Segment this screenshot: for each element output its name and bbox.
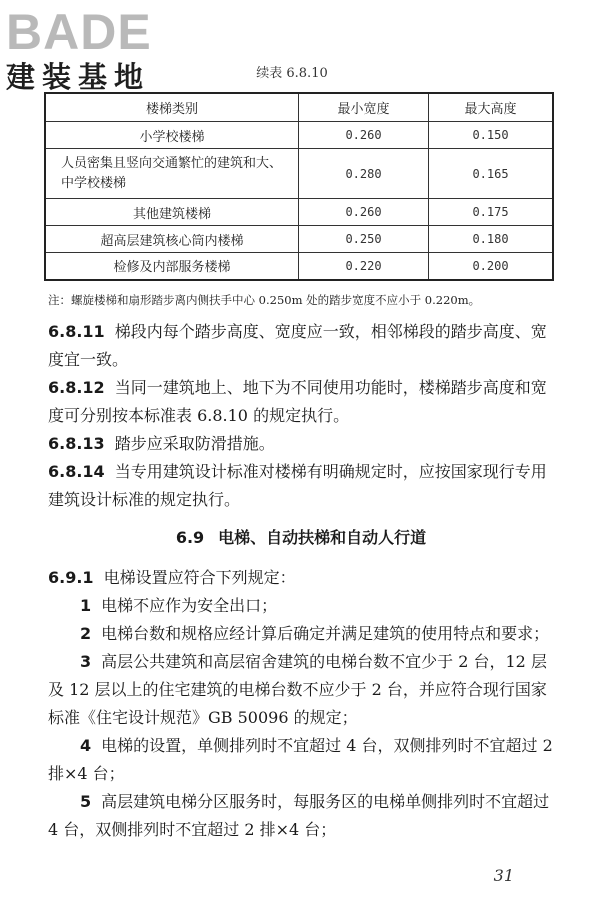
clause-paragraph	[48, 430, 554, 458]
clause-text: 当同一建筑地上、地下为不同使用功能时，楼梯踏步高度和宽度可分别按本标准表 6.8.10 的规定执行。	[48, 378, 547, 425]
clause-text: 电梯设置应符合下列规定：	[103, 568, 296, 587]
cell-category: 小学校楼梯	[45, 122, 299, 149]
logo-wordmark: BADE	[6, 4, 152, 60]
table-header-row	[45, 93, 553, 122]
cell-min-width: 0.260	[299, 199, 429, 226]
document-body	[48, 318, 554, 844]
cell-max-height: 0.150	[429, 122, 554, 149]
table-caption: 续表 6.8.10	[256, 66, 328, 81]
table-row	[45, 226, 553, 253]
item-text: 电梯台数和规格应经计算后确定并满足建筑的使用特点和要求；	[101, 624, 550, 643]
item-number: 4	[80, 736, 92, 755]
clause-paragraph	[48, 564, 554, 592]
clause-number: 6.8.14	[48, 462, 105, 481]
cell-max-height: 0.180	[429, 226, 554, 253]
clause-number: 6.8.11	[48, 322, 105, 341]
table-row	[45, 122, 553, 149]
item-text: 电梯不应作为安全出口；	[101, 596, 278, 615]
page-number: 31	[493, 866, 514, 885]
header-category: 楼梯类别	[45, 93, 299, 122]
table-row	[45, 149, 553, 199]
item-number: 1	[80, 596, 92, 615]
table-row	[45, 199, 553, 226]
item-number: 2	[80, 624, 92, 643]
item-number: 3	[80, 652, 92, 671]
item-text: 电梯的设置，单侧排列时不宜超过 4 台，双侧排列时不宜超过 2 排×4 台；	[48, 736, 553, 783]
cell-category: 人员密集且竖向交通繁忙的建筑和大、中学校楼梯	[45, 149, 299, 199]
clause-text: 踏步应采取防滑措施。	[114, 434, 275, 453]
list-item	[48, 788, 554, 844]
list-item	[48, 620, 554, 648]
header-min-width: 最小宽度	[299, 93, 429, 122]
cell-max-height: 0.165	[429, 149, 554, 199]
cell-min-width: 0.220	[299, 253, 429, 280]
logo-chinese-name: 建装基地	[6, 60, 151, 94]
list-item	[48, 592, 554, 620]
section-number: 6.9	[175, 528, 205, 547]
item-text: 高层公共建筑和高层宿舍建筑的电梯台数不宜少于 2 台，12 层及 12 层以上的住宅建筑的电梯台数不应少于 2 台，并应符合现行国家标准《住宅设计规范》GB 50096 的规定；	[48, 652, 547, 727]
list-item	[48, 648, 554, 732]
clause-number: 6.9.1	[48, 568, 94, 587]
cell-max-height: 0.175	[429, 199, 554, 226]
clause-text: 梯段内每个踏步高度、宽度应一致，相邻梯段的踏步高度、宽度宜一致。	[48, 322, 547, 369]
item-text: 高层建筑电梯分区服务时，每服务区的电梯单侧排列时不宜超过 4 台，双侧排列时不宜超过 2 排×4 台；	[48, 792, 550, 839]
list-item	[48, 732, 554, 788]
table-note: 注：螺旋楼梯和扇形踏步离内侧扶手中心 0.250m 处的踏步宽度不应小于 0.220m。	[48, 293, 481, 307]
cell-category: 其他建筑楼梯	[45, 199, 299, 226]
clause-paragraph	[48, 318, 554, 374]
cell-min-width: 0.250	[299, 226, 429, 253]
item-number: 5	[80, 792, 92, 811]
clause-number: 6.8.13	[48, 434, 105, 453]
header-max-height: 最大高度	[429, 93, 554, 122]
cell-category: 超高层建筑核心筒内楼梯	[45, 226, 299, 253]
cell-min-width: 0.260	[299, 122, 429, 149]
clause-paragraph	[48, 458, 554, 514]
section-title: 电梯、自动扶梯和自动人行道	[218, 528, 427, 547]
clause-text: 当专用建筑设计标准对楼梯有明确规定时，应按国家现行专用建筑设计标准的规定执行。	[48, 462, 547, 509]
cell-min-width: 0.280	[299, 149, 429, 199]
clause-paragraph	[48, 374, 554, 430]
cell-category: 检修及内部服务楼梯	[45, 253, 299, 280]
cell-max-height: 0.200	[429, 253, 554, 280]
table-row	[45, 253, 553, 280]
section-heading	[48, 524, 554, 552]
clause-number: 6.8.12	[48, 378, 105, 397]
stair-dimension-table	[44, 92, 554, 281]
